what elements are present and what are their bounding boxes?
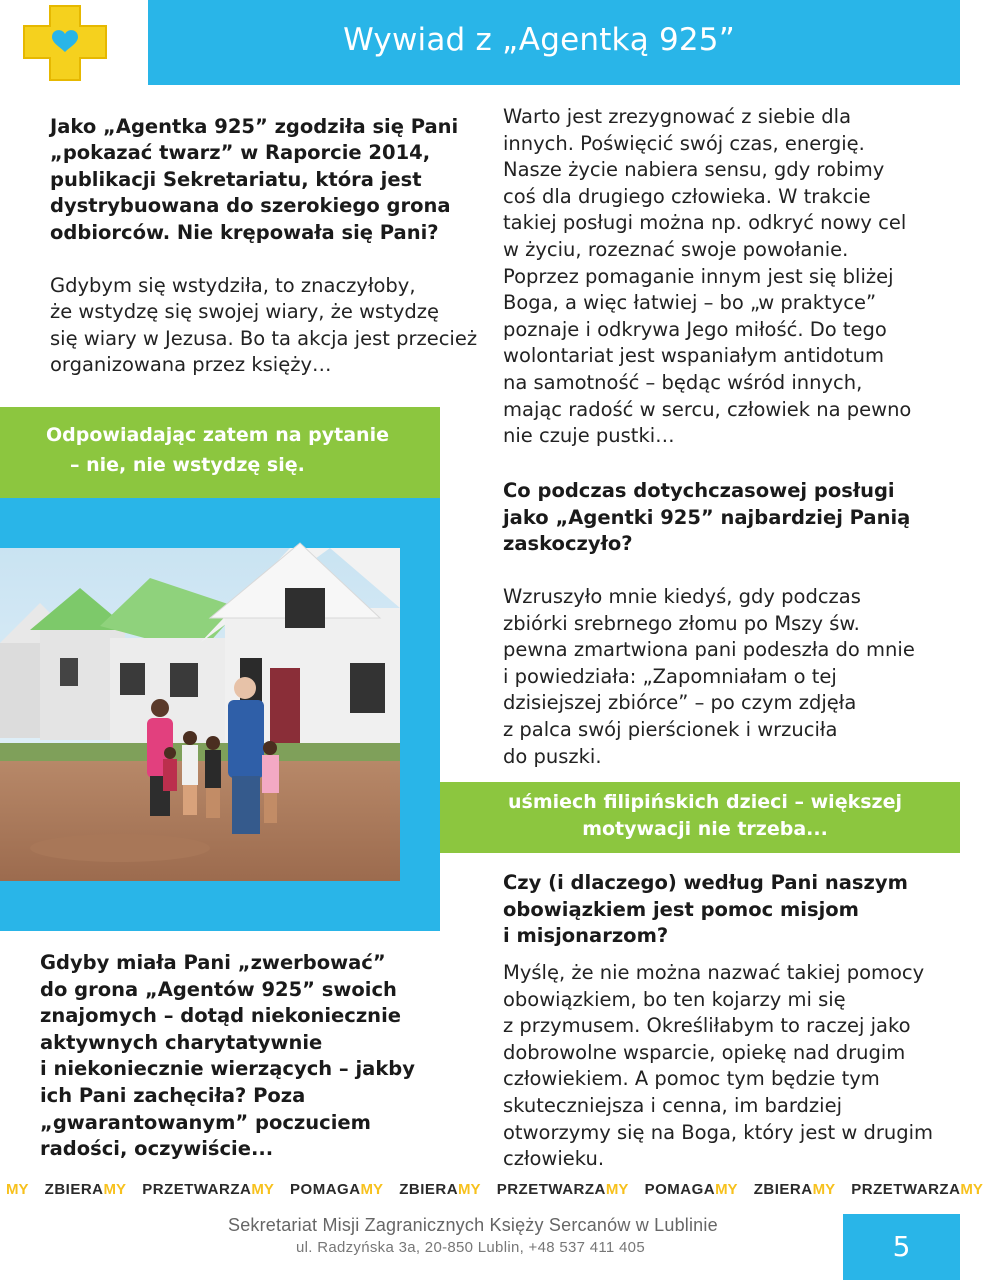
text-line: innych. Poświęcić swój czas, energię. xyxy=(503,131,865,155)
text-line: na samotność – będąc wśród innych, xyxy=(503,370,863,394)
text-line: uśmiech filipińskich dzieci – większej xyxy=(508,791,902,813)
logo-icon xyxy=(22,4,108,82)
slogan: ZBIERAMY xyxy=(44,1181,127,1198)
text-line: Gdybym się wstydziła, to znaczyłoby, xyxy=(50,274,416,297)
text-line: Jako „Agentka 925” zgodziła się Pani xyxy=(50,115,459,138)
text-line: do puszki. xyxy=(503,744,602,768)
text-line: otworzymy się na Boga, który jest w drugim xyxy=(503,1120,934,1144)
text-line: człowiekiem. A pomoc tym będzie tym xyxy=(503,1067,880,1091)
text-line: nie czuje pustki… xyxy=(503,424,675,448)
text-line: człowieku. xyxy=(503,1147,605,1171)
text-line: poznaje i odkrywa Jego miłość. Do tego xyxy=(503,317,887,341)
pull-quote-left xyxy=(0,407,440,498)
text-line: w życiu, rozeznać swoje powołanie. xyxy=(503,237,849,261)
page-number: 5 xyxy=(843,1214,960,1280)
text-line: motywacji nie trzeba... xyxy=(582,818,828,840)
text-line: Warto jest zrezygnować z siebie dla xyxy=(503,105,852,128)
text-line: „gwarantowanym” poczuciem xyxy=(40,1110,371,1134)
text-line: dobrowolne wsparcie, opiekę nad drugim xyxy=(503,1040,906,1064)
question-2 xyxy=(503,478,943,558)
text-line: Co podczas dotychczasowej posługi xyxy=(503,479,895,502)
footer-address: ul. Radzyńska 3a, 20-850 Lublin, +48 537 411 405 xyxy=(296,1239,645,1256)
text-line: i misjonarzom? xyxy=(503,924,669,948)
pull-quote-right xyxy=(440,782,960,853)
text-line: i niekoniecznie wierzących – jakby xyxy=(40,1057,415,1081)
slogan: POMAGAMY xyxy=(290,1181,384,1198)
text-line: że wstydzę się swojej wiary, że wstydzę xyxy=(50,300,439,324)
text-line: takiej posługi można np. odkryć nowy cel xyxy=(503,211,907,235)
answer-3 xyxy=(503,960,943,1173)
slogan: ZBIERAMY xyxy=(399,1181,481,1198)
question-1 xyxy=(50,114,470,246)
text-line: wolontariat jest wspaniałym antidotum xyxy=(503,344,884,368)
text-line: organizowana przez księży… xyxy=(50,353,332,377)
text-line: się wiary w Jezusa. Bo ta akcja jest przecież xyxy=(50,326,478,350)
text-line: Myślę, że nie można nazwać takiej pomocy xyxy=(503,961,925,984)
text-line: obowiązkiem, bo ten kojarzy mi się xyxy=(503,987,846,1011)
text-line: z przymusem. Określiłabym to raczej jako xyxy=(503,1014,911,1038)
text-line: skuteczniejsza i cenna, im bardziej xyxy=(503,1093,843,1117)
slogan: PRZETWARZAMY xyxy=(142,1181,274,1198)
text-line: aktywnych charytatywnie xyxy=(40,1030,323,1054)
text-line: ich Pani zachęciła? Poza xyxy=(40,1083,306,1107)
text-line: Czy (i dlaczego) według Pani naszym xyxy=(503,871,908,894)
text-line: pewna zmartwiona pani podeszła do mnie xyxy=(503,638,915,662)
slogan: POMAGAMY xyxy=(644,1181,738,1198)
answer-recruit xyxy=(503,104,943,450)
text-line: zbiórki srebrnego złomu po Mszy św. xyxy=(503,611,860,635)
photo-children-houses xyxy=(0,548,400,881)
text-line: do grona „Agentów 925” swoich xyxy=(40,977,397,1001)
slogan: PRZETWARZAMY xyxy=(851,1181,983,1198)
slogan: MY xyxy=(6,1181,29,1198)
text-line: Nasze życie nabiera sensu, gdy robimy xyxy=(503,158,885,182)
text-line: dystrybuowana do szerokiego grona xyxy=(50,194,451,218)
slogan: PRZETWARZAMY xyxy=(496,1181,629,1198)
text-line: „pokazać twarz” w Raporcie 2014, xyxy=(50,141,431,165)
text-line: znajomych – dotąd niekoniecznie xyxy=(40,1004,401,1028)
text-line: odbiorców. Nie krępowała się Pani? xyxy=(50,220,439,244)
text-line: radości, oczywiście... xyxy=(40,1137,274,1161)
text-line: Wzruszyło mnie kiedyś, gdy podczas xyxy=(503,585,861,608)
text-line: coś dla drugiego człowieka. W trakcie xyxy=(503,184,871,208)
text-line: Odpowiadając zatem na pytanie xyxy=(46,424,389,446)
text-line: i powiedziała: „Zapomniałam o tej xyxy=(503,664,837,688)
answer-1 xyxy=(50,273,480,379)
text-line: Gdyby miała Pani „zwerbować” xyxy=(40,951,386,974)
footer-organization: Sekretariat Misji Zagranicznych Księży Sercanów w Lublinie xyxy=(228,1215,718,1235)
text-line: – nie, nie wstydzę się. xyxy=(70,454,305,476)
text-line: z palca swój pierścionek i wrzuciła xyxy=(503,717,838,741)
text-line: zaskoczyło? xyxy=(503,532,633,556)
question-3 xyxy=(503,870,943,950)
answer-2 xyxy=(503,584,943,770)
text-line: Poprzez pomaganie innym jest się bliżej xyxy=(503,264,894,288)
text-line: dzisiejszej zbiórce” – po czym zdjęła xyxy=(503,691,857,715)
text-line: jako „Agentki 925” najbardziej Panią xyxy=(503,505,911,529)
text-line: publikacji Sekretariatu, która jest xyxy=(50,167,422,191)
page-title: Wywiad z „Agentką 925” xyxy=(343,22,735,58)
slogan: ZBIERAMY xyxy=(753,1181,836,1198)
text-line: obowiązkiem jest pomoc misjom xyxy=(503,897,859,921)
question-recruit xyxy=(40,950,440,1163)
text-line: Boga, a więc łatwiej – bo „w praktyce” xyxy=(503,291,877,315)
slogan-row xyxy=(6,1181,983,1205)
text-line: mając radość w sercu, człowiek na pewno xyxy=(503,397,912,421)
